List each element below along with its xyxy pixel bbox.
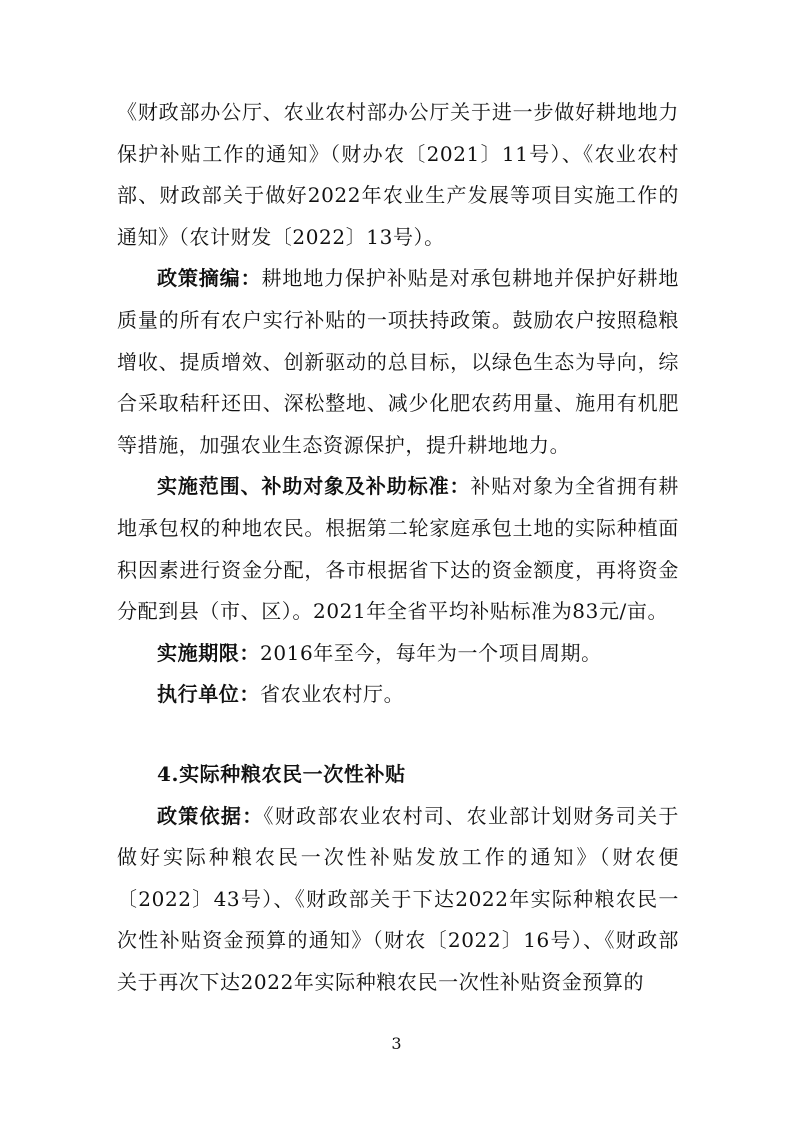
unit-label: 执行单位： (157, 682, 260, 707)
section-heading: 4.实际种粮农民一次性补贴 (157, 761, 406, 786)
basis-text: 《财政部农业农村司、农业部计划财务司关于做好实际种粮农民一次性补贴发放工作的通知》（财农便〔2022〕43号）、《财政部关于下达2022年实际种粮农民一次性补贴资金预算的通知》（财农〔2022〕16号）、《财政部关于再次下达2022年实际种粮农民一次性补贴资金预算的 (117, 803, 680, 994)
policy-summary-paragraph (117, 258, 679, 466)
period-paragraph (117, 633, 679, 675)
unit-text: 省农业农村厅。 (260, 682, 405, 707)
page-number: 3 (391, 1034, 402, 1053)
period-label: 实施期限： (157, 640, 260, 665)
scope-paragraph (117, 466, 679, 632)
basis-label: 政策依据： (157, 803, 264, 828)
policy-summary-text: 耕地地力保护补贴是对承包耕地并保护好耕地质量的所有农户实行补贴的一项扶持政策。鼓励农户按照稳粮增收、提质增效、创新驱动的总目标，以绿色生态为导向，综合采取秸秆还田、深松整地、减少化肥农药用量、施用有机肥等措施，加强农业生态资源保护，提升耕地地力。 (117, 266, 680, 457)
document-body (117, 92, 679, 1003)
period-text: 2016年至今，每年为一个项目周期。 (260, 640, 602, 665)
basis-paragraph (117, 796, 679, 1004)
policy-summary-label: 政策摘编： (157, 266, 262, 291)
scope-text: 补贴对象为全省拥有耕地承包权的种地农民。根据第二轮家庭承包土地的实际种植面积因素进行资金分配，各市根据省下达的资金额度，再将资金分配到县（市、区）。2021年全省平均补贴标准为83元/亩。 (117, 474, 679, 624)
continuation-paragraph (117, 92, 679, 258)
scope-label: 实施范围、补助对象及补助标准： (157, 474, 471, 499)
unit-paragraph (117, 674, 679, 716)
section-spacer (117, 716, 679, 754)
continuation-text: 《财政部办公厅、农业农村部办公厅关于进一步做好耕地地力保护补贴工作的通知》（财办农〔2021〕11号）、《农业农村部、财政部关于做好2022年农业生产发展等项目实施工作的通知》（农计财发〔2022〕13号）。 (117, 100, 679, 249)
